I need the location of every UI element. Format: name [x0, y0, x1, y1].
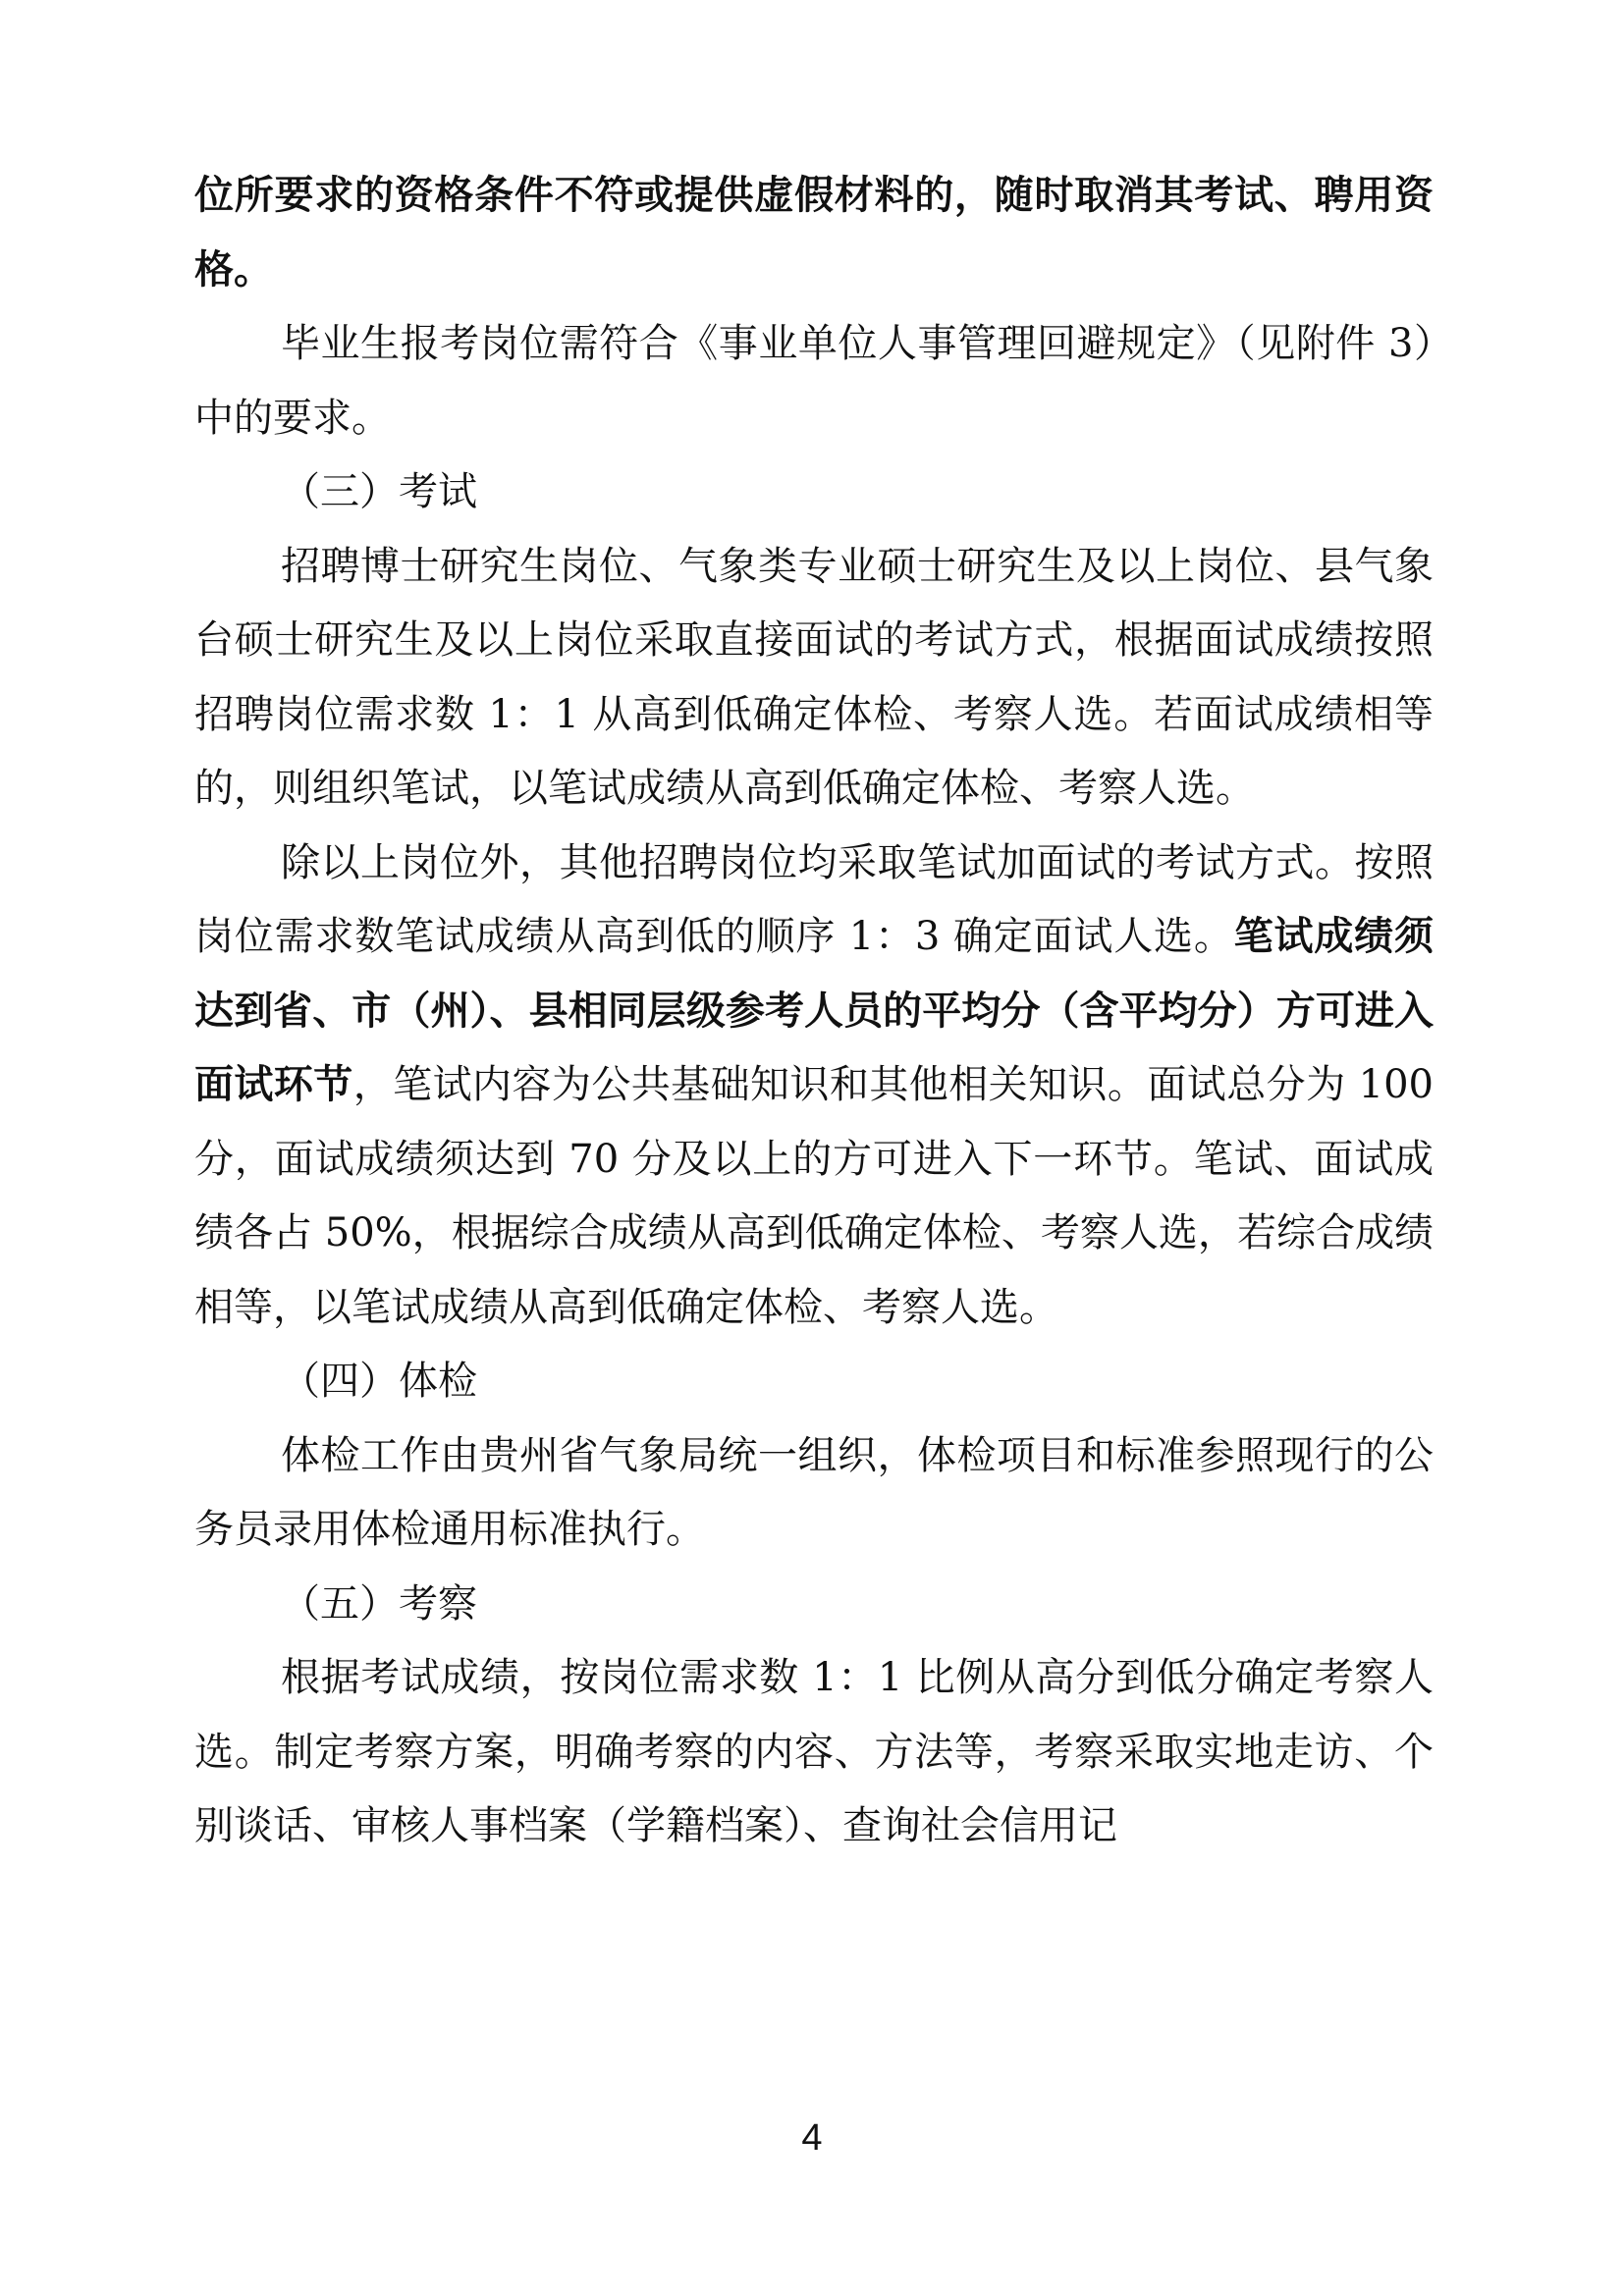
section-heading-inspection: （五）考察	[281, 1580, 477, 1627]
section-heading-exam: （三）考试	[281, 469, 477, 514]
paragraph-written-and-interview	[194, 827, 1434, 1346]
document-body	[194, 159, 1434, 1864]
paragraph-inspection: 根据考试成绩，按岗位需求数 1：1 比例从高分到低分确定考察人选。制定考察方案，明确考察的内容、方法等，考察采取实地走访、个别谈话、审核人事档案（学籍档案）、查询社会信用记	[194, 1655, 1434, 1848]
written-exam-bold-requirement: 笔试成绩须达到省、市（州）、县相同层级参考人员的平均分（含平均分）方可进入面试环节	[194, 914, 1434, 1107]
section-heading-physical-exam: （四）体检	[281, 1359, 477, 1404]
page-number: 4	[801, 2117, 823, 2159]
paragraph-physical-exam: 体检工作由贵州省气象局统一组织，体检项目和标准参照现行的公务员录用体检通用标准执行。	[194, 1432, 1434, 1552]
written-exam-text-before: 除以上岗位外，其他招聘岗位均采取笔试加面试的考试方式。按照岗位需求数笔试成绩从高到低的顺序 1：3 确定面试人选。	[194, 839, 1434, 959]
paragraph-direct-interview: 招聘博士研究生岗位、气象类专业硕士研究生及以上岗位、县气象台硕士研究生及以上岗位采取直接面试的考试方式，根据面试成绩按照招聘岗位需求数 1：1 从高到低确定体检、考察人选。若面试成绩相等的，则组织笔试，以笔试成绩从高到低确定体检、考察人选。	[194, 543, 1434, 811]
paragraph-qualification-cancel	[194, 159, 1434, 307]
written-exam-text-after: ，笔试内容为公共基础知识和其他相关知识。面试总分为 100 分，面试成绩须达到 70 分及以上的方可进入下一环节。笔试、面试成绩各占 50%，根据综合成绩从高到低确定体检、考察人选，若综合成绩相等，以笔试成绩从高到低确定体检、考察人选。	[194, 1062, 1435, 1330]
bold-qualification-text: 位所要求的资格条件不符或提供虚假材料的，随时取消其考试、聘用资格。	[194, 173, 1434, 293]
paragraph-avoidance-rule: 毕业生报考岗位需符合《事业单位人事管理回避规定》（见附件 3）中的要求。	[194, 321, 1434, 441]
